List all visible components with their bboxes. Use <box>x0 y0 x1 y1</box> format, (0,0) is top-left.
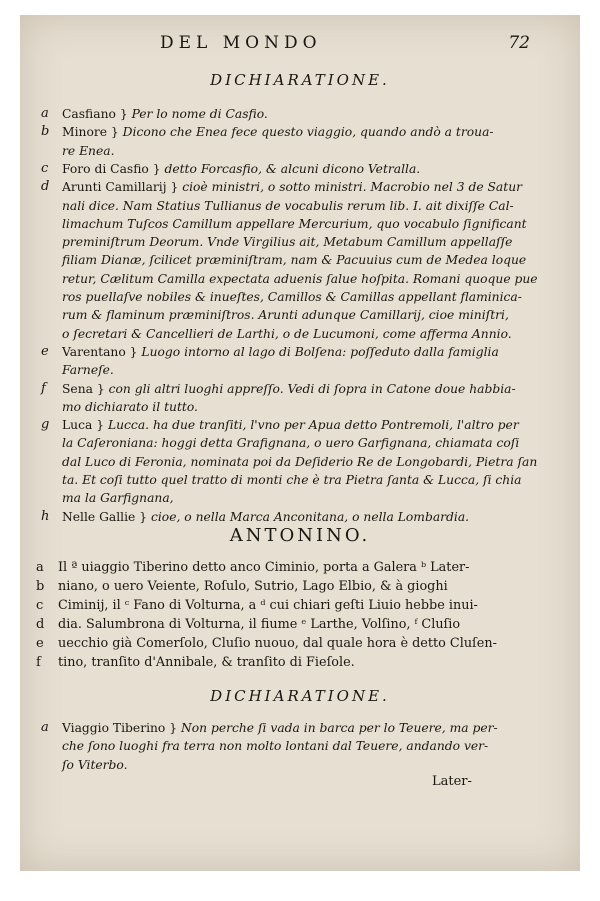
note-marker: e <box>41 343 49 359</box>
running-title: DEL MONDO <box>160 33 322 53</box>
note-lemma: Varentano } <box>62 344 142 359</box>
note-line <box>41 719 498 737</box>
note-lemma: Arunti Camillarij } <box>62 180 183 195</box>
itinerary-text: tino, tranſito d'Annibale, & tranſito di Fieſole. <box>58 655 355 670</box>
itinerary-marker: b <box>36 579 45 594</box>
note-text: ros puellaſve nobiles & inueſtes, Camillos & Camillas appellant flaminica- <box>62 290 522 304</box>
note-marker: h <box>41 508 50 524</box>
note-text: o ſecretari & Cancellieri de Larthi, o de Lucumoni, come afferma Annio. <box>62 326 512 341</box>
note-lemma: Minore } <box>62 125 123 140</box>
note-text: ta. Et coſi tutto quel tratto di monti che è tra Pietra ſanta & Lucca, ſi chia <box>62 473 522 487</box>
note-text: dal Luco di Feronia, nominata poi da Deſiderio Re de Longobardi, Pietra ſan <box>62 454 538 469</box>
note-marker: d <box>41 179 50 195</box>
note-text: che ſono luoghi fra terra non molto lontani dal Teuere, andando ver- <box>62 739 489 754</box>
section-3-notes <box>20 15 580 871</box>
section-heading-antonino: ANTONINO. <box>229 525 371 546</box>
note-text: filiam Dianæ, ſcilicet præminiſtram, nam & Pacuuius cum de Medea loque <box>62 253 527 268</box>
note-text: Farneſe. <box>62 363 114 378</box>
note-text: Per lo nome di Casfio. <box>131 107 268 121</box>
note-text: Lucca. ha due tranſiti, l'vno per Apua detto Pontremoli, l'altro per <box>107 418 519 433</box>
note-text: ſo Viterbo. <box>62 757 128 772</box>
note-text: la Caſeroniana: hoggi detta Grafignana, o uero Garfignana, chiamata coſi <box>62 436 520 451</box>
note-lemma: Casfiano } <box>62 107 132 121</box>
note-lemma: Viaggio Tiberino } <box>62 721 181 735</box>
note-text: mo dichiarato il tutto. <box>62 399 198 414</box>
book-page <box>20 15 580 871</box>
itinerary-text: Il ª uiaggio Tiberino detto anco Ciminio, porta a Galera ᵇ Later- <box>58 560 470 575</box>
note-line <box>62 737 488 755</box>
note-text: rum & flaminum præminiſtros. Arunti adunque Camillarij, cioe miniſtri, <box>62 308 509 323</box>
itinerary-text: niano, o uero Veiente, Roſulo, Sutrio, Lago Elbio, & à gioghi <box>58 579 448 594</box>
note-text: Dicono che Enea fece questo viaggio, quando andò a troua- <box>122 125 494 140</box>
note-text: Non perche ſi vada in barca per lo Teuere, ma per- <box>180 721 498 735</box>
note-marker: b <box>41 124 50 140</box>
itinerary-marker: e <box>36 636 44 651</box>
note-marker: c <box>41 160 49 176</box>
note-text: ma la Garfignana, <box>62 491 174 506</box>
note-marker: a <box>41 720 49 735</box>
note-lemma: Luca } <box>62 418 108 433</box>
note-line <box>62 756 128 774</box>
note-marker: a <box>41 106 49 121</box>
itinerary-marker: d <box>36 617 45 632</box>
note-text: re Enea. <box>62 143 115 158</box>
itinerary-text: uecchio già Comerſolo, Cluſio nuouo, dal quale hora è detto Cluſen- <box>58 636 497 651</box>
itinerary-marker: f <box>36 655 41 670</box>
note-text: limachum Tuſcos Camillum appellare Mercurium, quo vocabulo ſignificant <box>62 216 527 231</box>
itinerary-text: Ciminij, il ᶜ Fano di Volturna, a ᵈ cui chiari geſti Liuio hebbe inui- <box>58 598 478 613</box>
note-text: con gli altri luoghi appreſſo. Vedi di ſopra in Catone doue habbia- <box>108 381 516 396</box>
note-text: cioè ministri, o sotto ministri. Macrobio nel 3 de Satur <box>182 180 523 195</box>
note-text: Luogo intorno al lago di Bolſena: poſſeduto dalla famiglia <box>141 344 499 359</box>
itinerary-marker: c <box>36 598 44 613</box>
section-heading-dichiaratione-1: DICHIARATIONE. <box>210 71 390 89</box>
section-heading-dichiaratione-2: DICHIARATIONE. <box>210 687 390 705</box>
note-text: cioe, o nella Marca Anconitana, o nella Lombardia. <box>150 509 470 524</box>
note-text: preminiſtrum Deorum. Vnde Virgilius ait, Metabum Camillum appellaſſe <box>62 235 513 250</box>
note-lemma: Nelle Gallie } <box>62 509 151 524</box>
note-marker: f <box>41 380 46 396</box>
note-lemma: Sena } <box>62 381 109 396</box>
itinerary-marker: a <box>36 560 44 575</box>
note-marker: g <box>41 417 50 433</box>
note-text: detto Forcasfio, & alcuni dicono Vetralla. <box>164 161 421 176</box>
catchword: Later- <box>432 774 472 789</box>
note-lemma: Foro di Casfio } <box>62 161 165 176</box>
note-text: retur, Cælitum Camilla expectata aduenis ſalue hoſpita. Romani quoque pue <box>62 271 538 286</box>
note-text: nali dice. Nam Statius Tullianus de vocabulis rerum lib. I. ait dixiſſe Cal- <box>62 198 514 213</box>
itinerary-text: dia. Salumbrona di Volturna, il fiume ᵉ Larthe, Volſino, ᶠ Cluſio <box>58 617 461 632</box>
page-number: 72 <box>508 33 530 53</box>
